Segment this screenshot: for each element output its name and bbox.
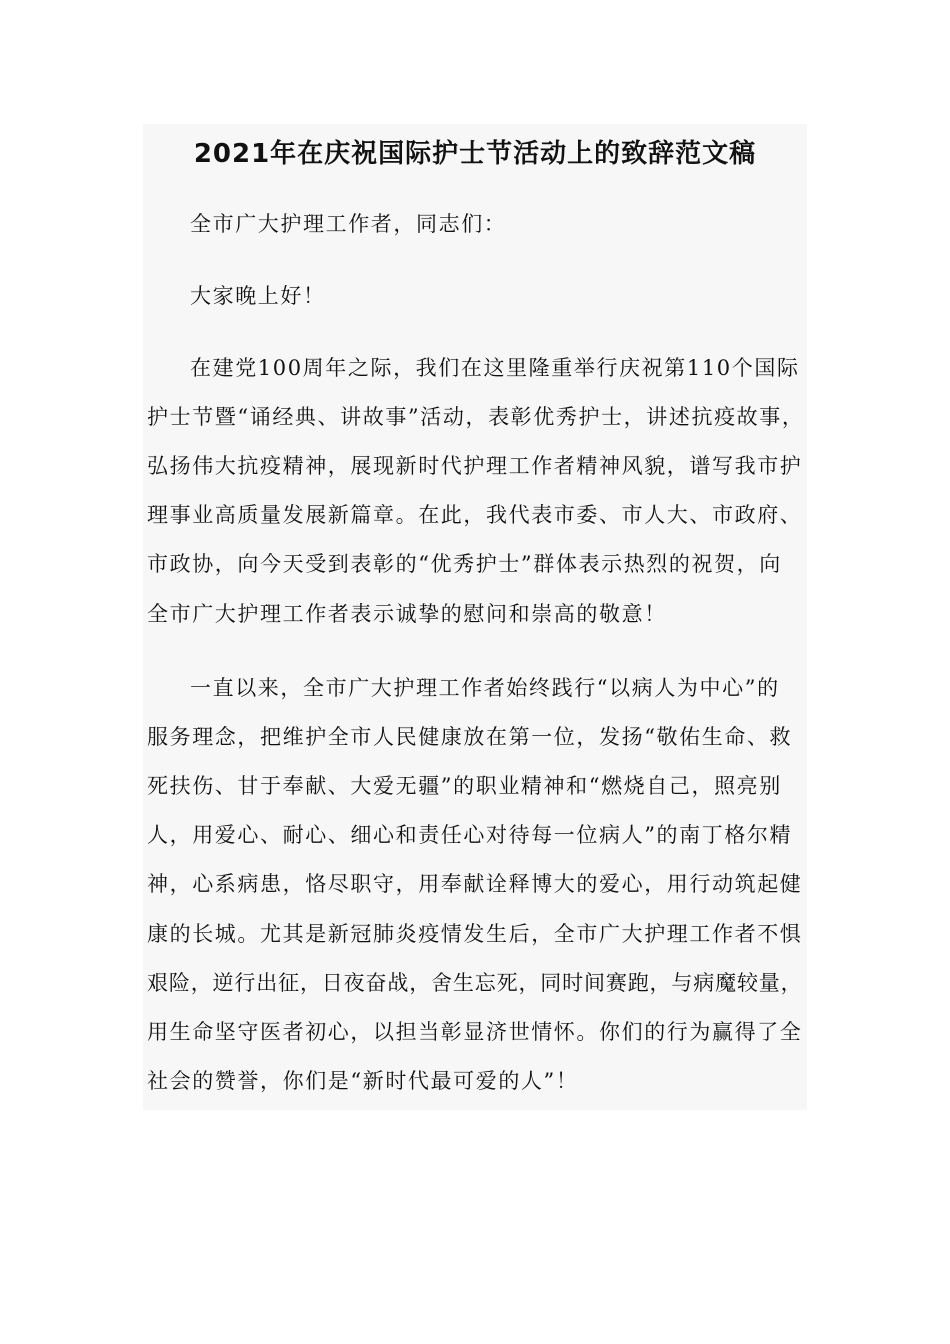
paragraph-2-line-3: 死扶伤、甘于奉献、大爱无疆”的职业精神和“燃烧自己，照亮别 [147, 774, 782, 798]
greeting-line: 大家晚上好！ [190, 284, 326, 308]
paragraph-2-line-2: 服务理念，把维护全市人民健康放在第一位，发扬“敬佑生命、救 [147, 725, 793, 749]
paragraph-1-line-5: 市政协，向今天受到表彰的“优秀护士”群体表示热烈的祝贺，向 [147, 552, 782, 576]
paragraph-2-line-7: 艰险，逆行出征，日夜奋战，舍生忘死，同时间赛跑，与病魔较量， [147, 971, 803, 995]
paragraph-1-line-6: 全市广大护理工作者表示诚挚的慰问和崇高的敬意！ [147, 602, 667, 626]
paragraph-1-line-3: 弘扬伟大抗疫精神，展现新时代护理工作者精神风貌，谱写我市护 [147, 454, 803, 478]
paragraph-2-line-8: 用生命坚守医者初心，以担当彰显济世情怀。你们的行为赢得了全 [147, 1020, 803, 1044]
paragraph-2-line-6: 康的长城。尤其是新冠肺炎疫情发生后，全市广大护理工作者不惧 [147, 922, 803, 946]
salutation-line: 全市广大护理工作者，同志们： [190, 212, 507, 236]
paragraph-2-line-4: 人，用爱心、耐心、细心和责任心对待每一位病人”的南丁格尔精 [147, 823, 793, 847]
paragraph-1-line-4: 理事业高质量发展新篇章。在此，我代表市委、市人大、市政府、 [147, 503, 803, 527]
paragraph-2-line-9: 社会的赞誉，你们是“新时代最可爱的人”！ [147, 1069, 579, 1093]
paragraph-1-line-2: 护士节暨“诵经典、讲故事”活动，表彰优秀护士，讲述抗疫故事， [147, 405, 805, 429]
paragraph-1-line-1: 在建党100周年之际，我们在这里隆重举行庆祝第110个国际 [190, 356, 800, 380]
document-title: 2021年在庆祝国际护士节活动上的致辞范文稿 [193, 139, 757, 169]
paragraph-2-line-5: 神，心系病患，恪尽职守，用奉献诠释博大的爱心，用行动筑起健 [147, 872, 803, 896]
paragraph-2-line-1: 一直以来，全市广大护理工作者始终践行“以病人为中心”的 [190, 676, 780, 700]
